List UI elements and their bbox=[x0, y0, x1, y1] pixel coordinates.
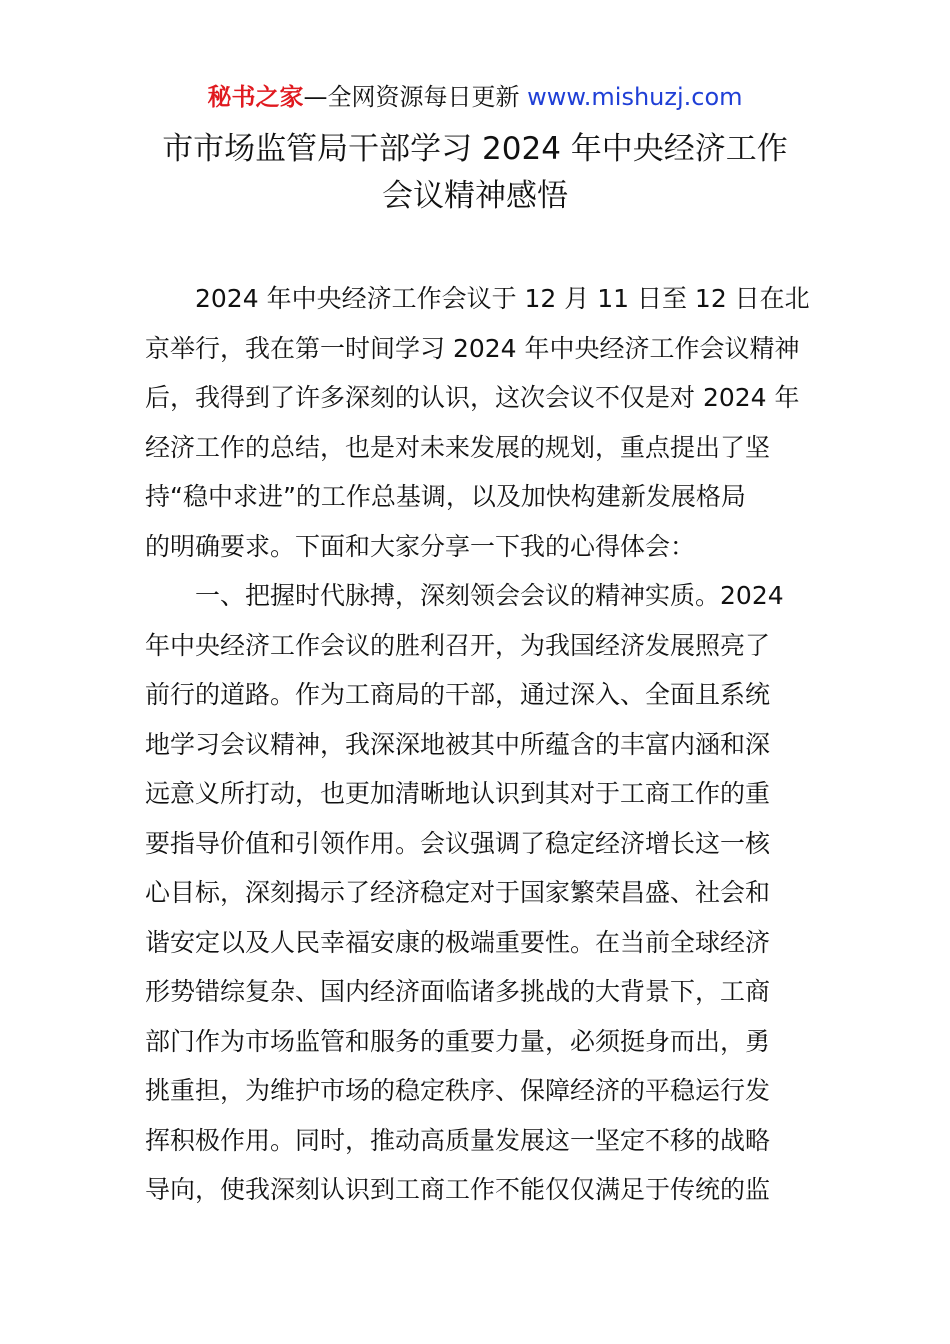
paragraph-line: 要指导价值和引领作用。会议强调了稳定经济增长这一核 bbox=[145, 829, 771, 858]
paragraph-line: 2024 年中央经济工作会议于 12 月 11 日至 12 日在北 bbox=[145, 284, 810, 313]
paragraph-line: 后，我得到了许多深刻的认识，这次会议不仅是对 2024 年 bbox=[145, 383, 800, 412]
site-url-link[interactable]: www.mishuzj.com bbox=[527, 83, 743, 111]
paragraph-line: 部门作为市场监管和服务的重要力量，必须挺身而出，勇 bbox=[145, 1027, 771, 1056]
paragraph-line: 的明确要求。下面和大家分享一下我的心得体会： bbox=[145, 532, 696, 561]
document-title-line-2: 会议精神感悟 bbox=[382, 178, 568, 214]
paragraph-line: 导向，使我深刻认识到工商工作不能仅仅满足于传统的监 bbox=[145, 1175, 771, 1204]
paragraph-line: 一、把握时代脉搏，深刻领会会议的精神实质。2024 bbox=[145, 581, 784, 610]
document-title-line-1: 市市场监管局干部学习 2024 年中央经济工作 bbox=[162, 131, 788, 167]
paragraph-line: 心目标，深刻揭示了经济稳定对于国家繁荣昌盛、社会和 bbox=[145, 878, 771, 907]
paragraph-line: 持“稳中求进”的工作总基调，以及加快构建新发展格局 bbox=[145, 482, 746, 511]
paragraph-line: 远意义所打动，也更加清晰地认识到其对于工商工作的重 bbox=[145, 779, 771, 808]
paragraph-line: 前行的道路。作为工商局的干部，通过深入、全面且系统 bbox=[145, 680, 771, 709]
paragraph-line: 形势错综复杂、国内经济面临诸多挑战的大背景下，工商 bbox=[145, 977, 771, 1006]
paragraph-line: 经济工作的总结，也是对未来发展的规划，重点提出了坚 bbox=[145, 433, 771, 462]
paragraph-line: 谐安定以及人民幸福安康的极端重要性。在当前全球经济 bbox=[145, 928, 771, 957]
paragraph-line: 地学习会议精神，我深深地被其中所蕴含的丰富内涵和深 bbox=[145, 730, 771, 759]
paragraph-line: 年中央经济工作会议的胜利召开，为我国经济发展照亮了 bbox=[145, 631, 771, 660]
paragraph-line: 挑重担，为维护市场的稳定秩序、保障经济的平稳运行发 bbox=[145, 1076, 771, 1105]
site-tagline: —全网资源每日更新 bbox=[303, 83, 528, 111]
site-brand: 秘书之家 bbox=[207, 83, 304, 111]
site-banner bbox=[0, 80, 950, 114]
paragraph-line: 京举行，我在第一时间学习 2024 年中央经济工作会议精神 bbox=[145, 334, 800, 363]
paragraph-line: 挥积极作用。同时，推动高质量发展这一坚定不移的战略 bbox=[145, 1126, 771, 1155]
